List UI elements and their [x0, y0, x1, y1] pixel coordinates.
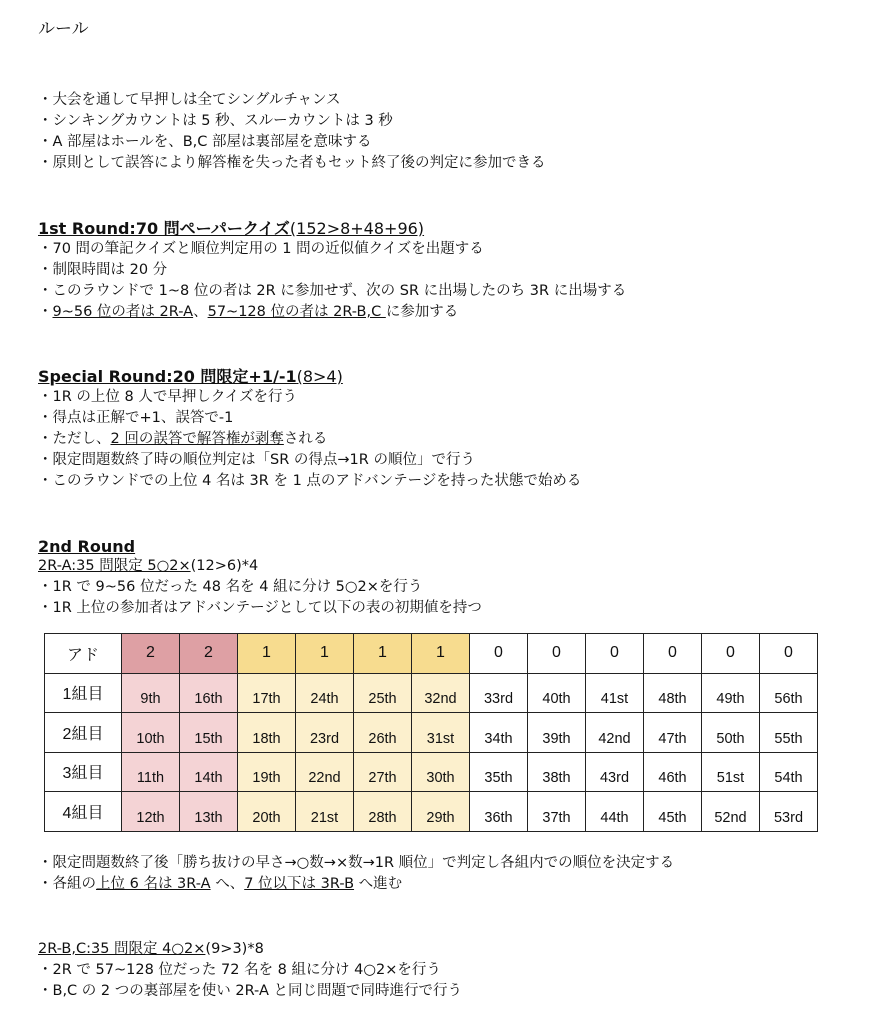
round1-line-2: ・制限時間は 20 分 — [38, 262, 168, 278]
rank-cell: 53rd — [760, 792, 818, 832]
general-rule-2: ・シンキングカウントは 5 秒、スルーカウントは 3 秒 — [38, 113, 393, 129]
rank-cell: 23rd — [296, 713, 354, 753]
table-row-group — [45, 713, 818, 753]
rank-cell: 31st — [412, 713, 470, 753]
rank-cell: 54th — [760, 752, 818, 792]
group-label-cell: 1組目 — [45, 673, 122, 713]
rank-cell: 25th — [354, 673, 412, 713]
advantage-value-cell: 2 — [180, 634, 238, 674]
rank-cell: 34th — [470, 713, 528, 753]
advantage-value-cell: 0 — [760, 634, 818, 674]
round2a-subheading-text: 2R-A:35 問限定 5○2× — [38, 558, 191, 574]
rank-cell: 36th — [470, 792, 528, 832]
round1-line-4-underline-b: 57~128 位の者は 2R-B,C — [207, 304, 386, 320]
advantage-value-cell: 0 — [528, 634, 586, 674]
round1-line-4-underline-a: 9~56 位の者は 2R-A — [52, 304, 194, 320]
rank-cell: 10th — [122, 713, 180, 753]
table-row-advantage — [45, 634, 818, 674]
rank-cell: 22nd — [296, 752, 354, 792]
rank-cell: 41st — [586, 673, 644, 713]
rank-cell: 39th — [528, 713, 586, 753]
special-line-1: ・1R の上位 8 人で早押しクイズを行う — [38, 389, 297, 405]
special-line-3-suffix: される — [283, 431, 328, 447]
general-rule-3: ・A 部屋はホールを、B,C 部屋は裏部屋を意味する — [38, 134, 372, 150]
round2a-line-2: ・1R 上位の参加者はアドバンテージとして以下の表の初期値を持つ — [38, 600, 482, 616]
group-label-cell: 4組目 — [45, 792, 122, 832]
round2bc-subheading-rest: (9>3)*8 — [205, 941, 264, 957]
page-title: ルール — [38, 19, 89, 39]
group-label-cell: 2組目 — [45, 713, 122, 753]
rank-cell: 44th — [586, 792, 644, 832]
rank-cell: 47th — [644, 713, 702, 753]
table-row-group — [45, 792, 818, 832]
rank-cell: 52nd — [702, 792, 760, 832]
special-line-3-prefix: ・ただし、 — [38, 431, 111, 447]
rank-cell: 13th — [180, 792, 238, 832]
rank-cell: 18th — [238, 713, 296, 753]
rank-cell: 32nd — [412, 673, 470, 713]
rank-cell: 33rd — [470, 673, 528, 713]
round2a-subheading-rest: (12>6)*4 — [190, 558, 259, 574]
special-line-5: ・このラウンドでの上位 4 名は 3R を 1 点のアドバンテージを持った状態で始める — [38, 473, 582, 489]
rank-cell: 12th — [122, 792, 180, 832]
rank-cell: 51st — [702, 752, 760, 792]
rank-cell: 29th — [412, 792, 470, 832]
round1-heading-rest: (152>8+48+96) — [289, 219, 425, 238]
rank-cell: 38th — [528, 752, 586, 792]
rank-cell: 19th — [238, 752, 296, 792]
rank-cell: 40th — [528, 673, 586, 713]
round2a-line-1: ・1R で 9~56 位だった 48 名を 4 組に分け 5○2×を行う — [38, 579, 423, 595]
special-line-2: ・得点は正解で+1、誤答で-1 — [38, 410, 234, 426]
round2a-after-line-2 — [38, 874, 402, 895]
rank-cell: 28th — [354, 792, 412, 832]
advantage-value-cell: 1 — [296, 634, 354, 674]
special-heading-text: Special Round:20 問限定+1/-1 — [38, 367, 297, 386]
round2bc-subheading — [38, 939, 264, 960]
round1-line-4-prefix: ・ — [38, 304, 53, 320]
table-header-cell: アド — [45, 634, 122, 674]
round1-line-4-suffix: に参加する — [385, 304, 459, 320]
table-row-group — [45, 673, 818, 713]
round1-line-4 — [38, 302, 458, 323]
round1-heading-text: 1st Round:70 問ペーパークイズ — [38, 219, 290, 238]
special-line-4: ・限定問題数終了時の順位判定は「SR の得点→1R の順位」で行う — [38, 452, 475, 468]
general-rule-4: ・原則として誤答により解答権を失った者もセット終了後の判定に参加できる — [38, 155, 546, 171]
round2bc-line-1: ・2R で 57~128 位だった 72 名を 8 組に分け 4○2×を行う — [38, 962, 441, 978]
rank-cell: 48th — [644, 673, 702, 713]
rank-cell: 26th — [354, 713, 412, 753]
rank-cell: 15th — [180, 713, 238, 753]
rank-cell: 49th — [702, 673, 760, 713]
advantage-value-cell: 0 — [470, 634, 528, 674]
rank-cell: 30th — [412, 752, 470, 792]
rank-cell: 16th — [180, 673, 238, 713]
round2a-after-line-1: ・限定問題数終了後「勝ち抜けの早さ→○数→×数→1R 順位」で判定し各組内での順位を決定する — [38, 855, 675, 871]
advantage-value-cell: 2 — [122, 634, 180, 674]
group-label-cell: 3組目 — [45, 752, 122, 792]
advantage-value-cell: 0 — [702, 634, 760, 674]
round1-heading — [38, 218, 424, 239]
round2a-subheading — [38, 556, 258, 577]
round2-heading: 2nd Round — [38, 537, 136, 556]
advance-prefix: ・各組の — [38, 876, 96, 892]
advantage-value-cell: 1 — [354, 634, 412, 674]
rank-cell: 55th — [760, 713, 818, 753]
advantage-value-cell: 1 — [238, 634, 296, 674]
advantage-value-cell: 1 — [412, 634, 470, 674]
rank-cell: 24th — [296, 673, 354, 713]
special-heading — [38, 366, 343, 387]
advance-suffix: へ進む — [354, 876, 403, 892]
round2bc-subheading-text: 2R-B,C:35 問限定 4○2× — [38, 941, 206, 957]
advantage-value-cell: 0 — [644, 634, 702, 674]
rank-cell: 27th — [354, 752, 412, 792]
rank-cell: 50th — [702, 713, 760, 753]
rank-cell: 37th — [528, 792, 586, 832]
advance-underline-b: 7 位以下は 3R-B — [244, 876, 355, 892]
round1-line-4-mid: 、 — [193, 304, 208, 320]
advance-mid: へ、 — [210, 876, 245, 892]
rank-cell: 46th — [644, 752, 702, 792]
advantage-value-cell: 0 — [586, 634, 644, 674]
rank-cell: 45th — [644, 792, 702, 832]
rank-cell: 56th — [760, 673, 818, 713]
table-row-group — [45, 752, 818, 792]
rank-cell: 14th — [180, 752, 238, 792]
advance-underline-a: 上位 6 名は 3R-A — [96, 876, 211, 892]
rank-cell: 17th — [238, 673, 296, 713]
rank-cell: 9th — [122, 673, 180, 713]
special-heading-rest: (8>4) — [296, 367, 343, 386]
special-line-3 — [38, 429, 327, 450]
round2bc-line-2: ・B,C の 2 つの裏部屋を使い 2R-A と同じ問題で同時進行で行う — [38, 983, 462, 999]
rank-cell: 35th — [470, 752, 528, 792]
rank-cell: 11th — [122, 752, 180, 792]
round1-line-3: ・このラウンドで 1~8 位の者は 2R に参加せず、次の SR に出場したのち 3R に出場する — [38, 283, 627, 299]
round1-line-1: ・70 問の筆記クイズと順位判定用の 1 問の近似値クイズを出題する — [38, 241, 484, 257]
rank-cell: 43rd — [586, 752, 644, 792]
special-line-3-underline: 2 回の誤答で解答権が剥奪 — [110, 431, 284, 447]
advantage-table — [44, 633, 818, 832]
rank-cell: 21st — [296, 792, 354, 832]
rank-cell: 20th — [238, 792, 296, 832]
general-rule-1: ・大会を通して早押しは全てシングルチャンス — [38, 92, 341, 108]
rank-cell: 42nd — [586, 713, 644, 753]
